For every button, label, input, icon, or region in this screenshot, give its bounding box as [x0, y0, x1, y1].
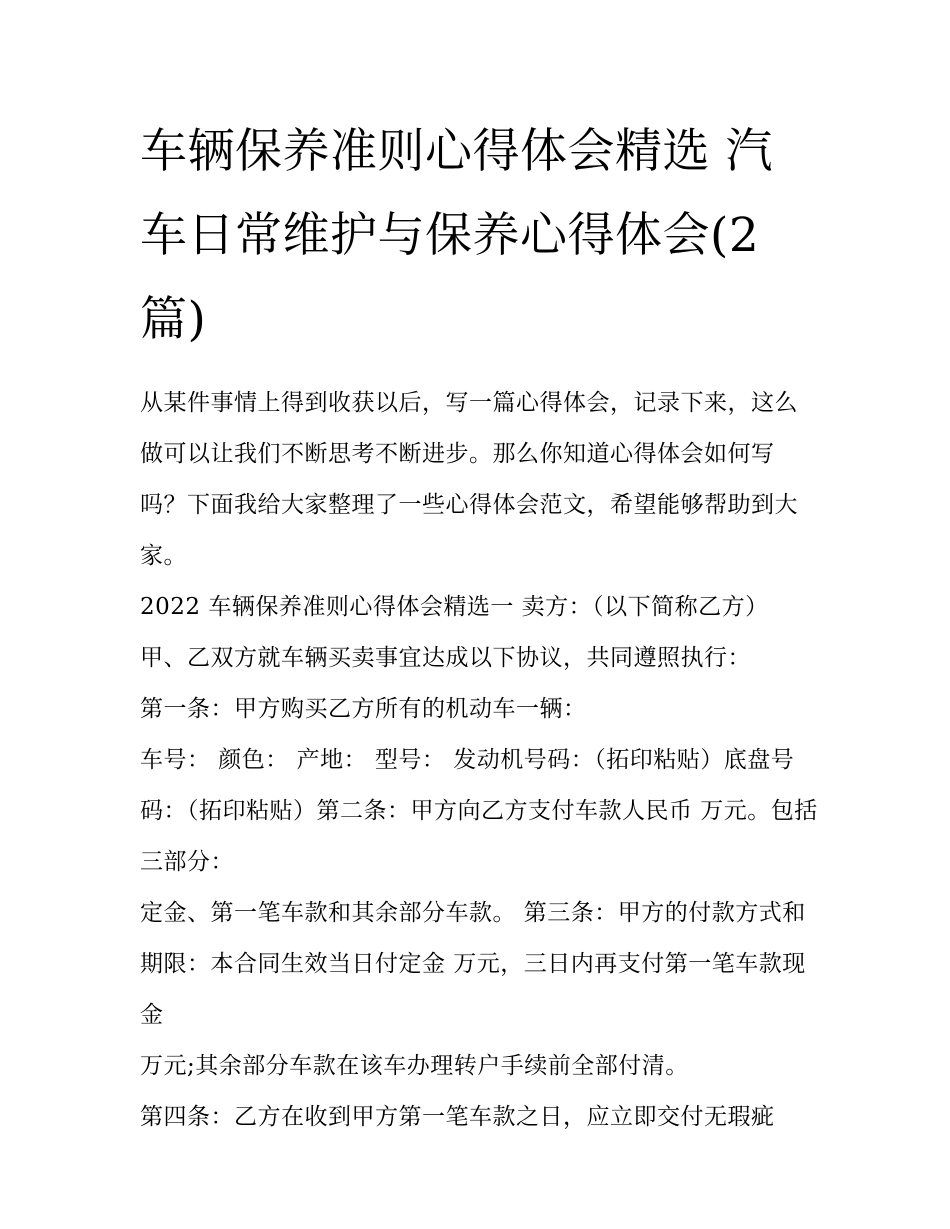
document-title: 车辆保养准则心得体会精选 汽车日常维护与保养心得体会(2篇): [140, 124, 773, 347]
article-four-paragraph: 第四条：乙方在收到甲方第一笔车款之日，应立即交付无瑕疵: [140, 1104, 775, 1130]
article-one-paragraph: 第一条：甲方购买乙方所有的机动车一辆：: [140, 696, 587, 722]
article-three-paragraph: 定金、第一笔车款和其余部分车款。 第三条：甲方的付款方式和期限：本合同生效当日付定金 万元，三日内再支付第一笔车款现金: [140, 900, 806, 1028]
contract-heading-paragraph: 2022 车辆保养准则心得体会精选一 卖方：（以下简称乙方）: [140, 594, 769, 620]
agreement-paragraph: 甲、乙双方就车辆买卖事宜达成以下协议，共同遵照执行：: [140, 645, 751, 671]
vehicle-info-paragraph: 车号： 颜色： 产地： 型号： 发动机号码：（拓印粘贴）底盘号码：（拓印粘贴）第二条：甲方向乙方支付车款人民币 万元。包括三部分：: [140, 747, 818, 875]
document-page: [140, 110, 820, 1143]
intro-paragraph: 从某件事情上得到收获以后，写一篇心得体会，记录下来，这么做可以让我们不断思考不断进步。那么你知道心得体会如何写吗？下面我给大家整理了一些心得体会范文，希望能够帮助到大家。: [140, 390, 798, 569]
remaining-payment-paragraph: 万元;其余部分车款在该车办理转户手续前全部付清。: [140, 1053, 689, 1079]
